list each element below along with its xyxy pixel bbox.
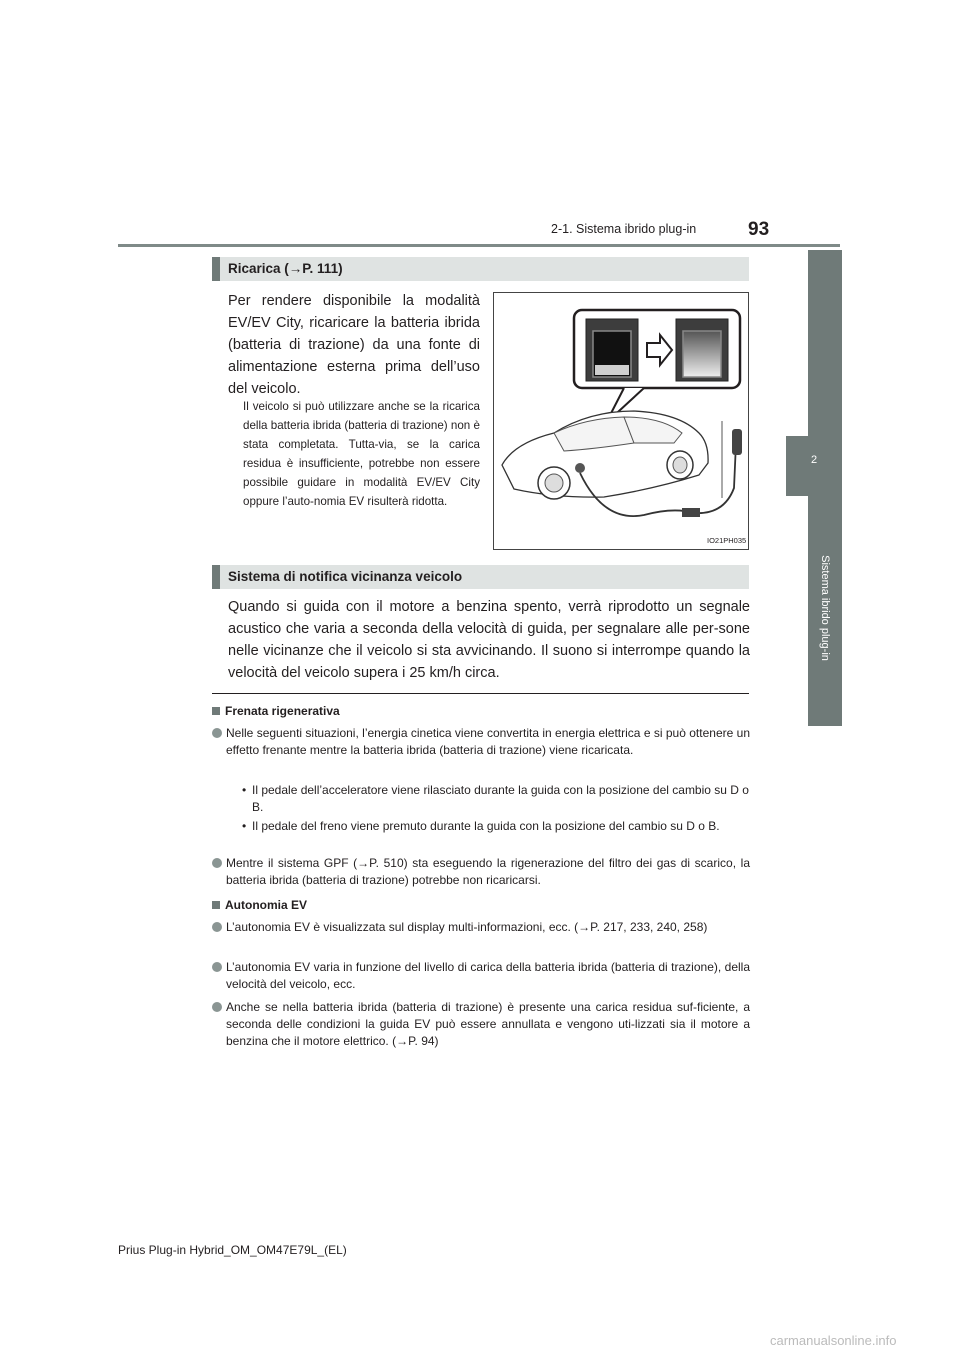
- regen-heading: [212, 704, 340, 718]
- wall-charger: [732, 429, 742, 455]
- page-number: 93: [748, 219, 770, 240]
- regen-heading-text: Frenata rigenerativa: [225, 704, 340, 718]
- ev-range-bullet-1: [212, 919, 750, 936]
- circle-bullet-icon: [212, 858, 222, 868]
- charging-heading: Ricarica (→P. 111): [212, 257, 749, 281]
- ev-range-bullet-3-text: Anche se nella batteria ibrida (batteria di trazione) è presente una carica residua suf-ficiente, a seconda delle condizioni la guida EV può essere annullata e vengono uti-lizzati sia il motore a benzina che il motore elettrico. (→P. 94): [226, 1000, 750, 1048]
- regen-bullet-2: [212, 855, 750, 889]
- side-strip-top: [808, 250, 842, 436]
- proximity-heading: Sistema di notifica vicinanza veicolo: [212, 565, 749, 589]
- regen-sub-2: • Il pedale del freno viene premuto durante la guida con la posizione del cambio su D o B.: [242, 819, 720, 833]
- regen-sub-1: • Il pedale dell’acceleratore viene rilasciato durante la guida con la posizione del cambio su D o B.: [242, 783, 749, 814]
- circle-bullet-icon: [212, 728, 222, 738]
- section-title: 2-1. Sistema ibrido plug-in: [551, 222, 697, 236]
- manual-id: Prius Plug-in Hybrid_OM_OM47E79L_(EL): [118, 1243, 347, 1257]
- notes-divider: [212, 693, 749, 694]
- ev-range-bullet-3: [212, 999, 750, 1050]
- ev-range-heading-text: Autonomia EV: [225, 898, 308, 912]
- header-divider: [118, 244, 840, 247]
- charging-note: Il veicolo si può utilizzare anche se la ricarica della batteria ibrida (batteria di trazione) non è stata completata. Tutta-via, se la carica residua è insufficiente, potrebbe non essere possibile guidare in modalità EV/EV City oppure l’auto-nomia EV risulterà ridotta.: [243, 400, 480, 508]
- square-bullet-icon: [212, 901, 220, 909]
- square-bullet-icon: [212, 707, 220, 715]
- watermark: carmanualsonline.info: [770, 1333, 897, 1348]
- regen-bullet-2-text: Mentre il sistema GPF (→P. 510) sta eseguendo la rigenerazione del filtro dei gas di scarico, la batteria ibrida (batteria di trazione) potrebbe non ricaricarsi.: [226, 856, 750, 887]
- regen-bullet-1: [212, 725, 750, 759]
- chapter-tab: [786, 436, 842, 496]
- charging-intro: Per rendere disponibile la modalità EV/EV City, ricaricare la batteria ibrida (batteria di trazione) da una fonte di alimentazione esterna prima dell’uso del veicolo.: [228, 293, 480, 397]
- ev-range-heading: [212, 898, 307, 912]
- charging-illustration: [493, 292, 749, 550]
- ev-range-bullet-2-text: L’autonomia EV varia in funzione del livello di carica della batteria ibrida (batteria di trazione), della velocità del veicolo, ecc.: [226, 960, 750, 991]
- circle-bullet-icon: [212, 1002, 222, 1012]
- chapter-number: 2: [810, 454, 818, 466]
- figure-code: IO21PH035: [707, 536, 747, 545]
- chapter-title: Sistema ibrido plug-in: [819, 555, 831, 661]
- car-charging-drawing: [494, 293, 748, 549]
- regen-bullet-1-text: Nelle seguenti situazioni, l’energia cinetica viene convertita in energia elettrica e si può ottenere un effetto frenante mentre la batteria ibrida (batteria di trazione) viene ricaricata.: [226, 726, 750, 757]
- chapter-label: [810, 508, 840, 708]
- proximity-text: Quando si guida con il motore a benzina spento, verrà riprodotto un segnale acustico che varia a seconda della velocità di guida, per segnalare alle per-sone nelle vicinanze che il veicolo si sta avvicinando. Il suono si interrompe quando la velocità del veicolo supera i 25 km/h circa.: [228, 599, 750, 681]
- regen-sub-2-text: Il pedale del freno viene premuto durante la guida con la posizione del cambio su D o B.: [252, 819, 720, 833]
- ev-range-bullet-1-text: L’autonomia EV è visualizzata sul display multi-informazioni, ecc. (→P. 217, 233, 240, 258): [226, 920, 708, 934]
- regen-sub-1-text: Il pedale dell’acceleratore viene rilasciato durante la guida con la posizione del cambio su D o B.: [252, 783, 749, 814]
- circle-bullet-icon: [212, 922, 222, 932]
- ev-range-bullet-2: [212, 959, 750, 993]
- circle-bullet-icon: [212, 962, 222, 972]
